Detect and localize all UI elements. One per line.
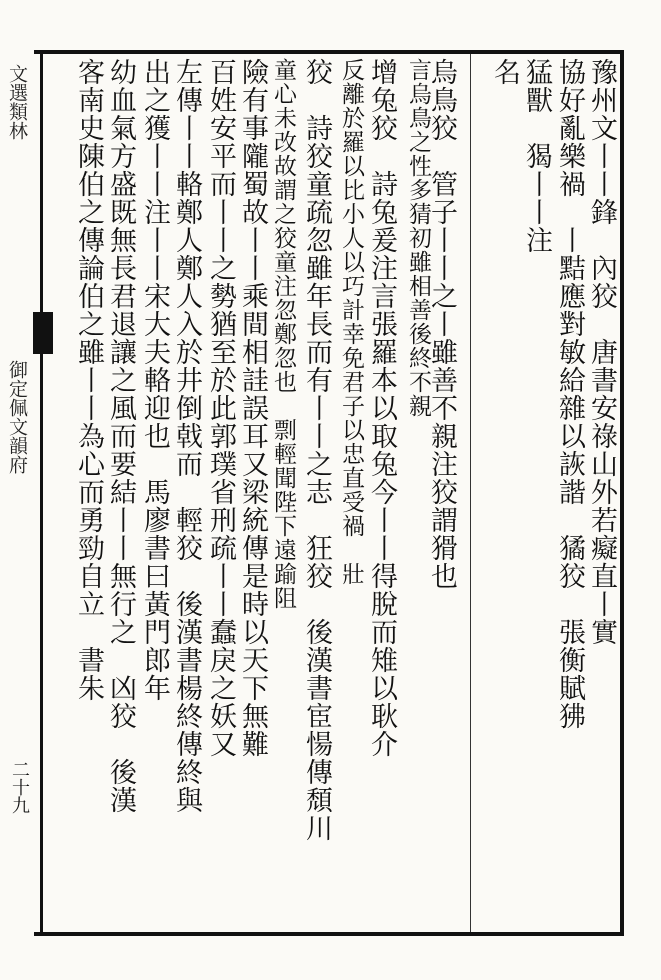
text-column-11: 險有事隴蜀故丨丨乘間相詿誤耳又梁統傳是時以天下無難 — [237, 58, 268, 758]
text-column-2: 協好亂樂禍 丨黠應對敏給雜以詼諧 獝狡 張衡賦狒 — [554, 58, 585, 730]
frame-bottom-border — [34, 932, 624, 936]
text-column-5: 烏鳥狡 管子丨丨之丨雖善不親注狡謂猾也 — [426, 58, 457, 590]
frame-top-border — [34, 50, 624, 54]
text-column-4: 名 — [489, 58, 520, 86]
text-column-6: 言烏鳥之性多猜初雖相善後終不親 — [405, 58, 431, 418]
margin-book-title: 文選類林 — [6, 64, 28, 140]
text-column-7: 增兔狡 詩兔爰注言張羅本以取兔今丨丨得脫而雉以耿介 — [366, 58, 397, 758]
folio-number: 二十九 — [9, 760, 30, 814]
text-column-16: 客南史陳伯之傳論伯之雖丨丨為心而勇勁自立 書朱 — [73, 58, 104, 702]
text-column-14: 出之獲丨丨注丨丨宋大夫輅迎也 馬廖書曰黃門郎年 — [139, 58, 170, 702]
text-column-15: 幼血氣方盛既無長君退讓之風而要結丨丨無行之 凶狡 後漢 — [105, 58, 136, 814]
text-column-13: 左傳丨丨輅鄭人鄭人入於井倒戟而 輕狡 後漢書楊終傳終與 — [171, 58, 202, 814]
margin-book-subtitle: 御定佩文韻府 — [6, 360, 28, 474]
text-column-8: 反離於羅以比小人以巧計幸免君子以忠直受禍 壯 — [338, 58, 364, 586]
frame-right-border — [620, 50, 624, 936]
text-column-9: 狡 詩狡童疏忽雖年長而有丨丨之志 狂狡 後漢書宦愓傳頹川 — [301, 58, 332, 842]
text-column-10: 童心未改故謂之狡童注忽鄭忽也 剽輕聞陛下遠踰阻 — [270, 58, 296, 610]
column-divider — [470, 54, 471, 932]
text-column-12: 百姓安平而丨丨之勢猶至於此郭璞省刑疏丨丨蠢戾之妖又 — [205, 58, 236, 758]
fish-tail-ornament — [33, 312, 53, 354]
text-column-3: 猛獸 猲丨丨注 — [521, 58, 552, 254]
text-column-1: 豫州文丨丨鋒 內狡 唐書安祿山外若癡直丨實 — [586, 58, 617, 646]
frame-gutter-border — [40, 50, 43, 936]
